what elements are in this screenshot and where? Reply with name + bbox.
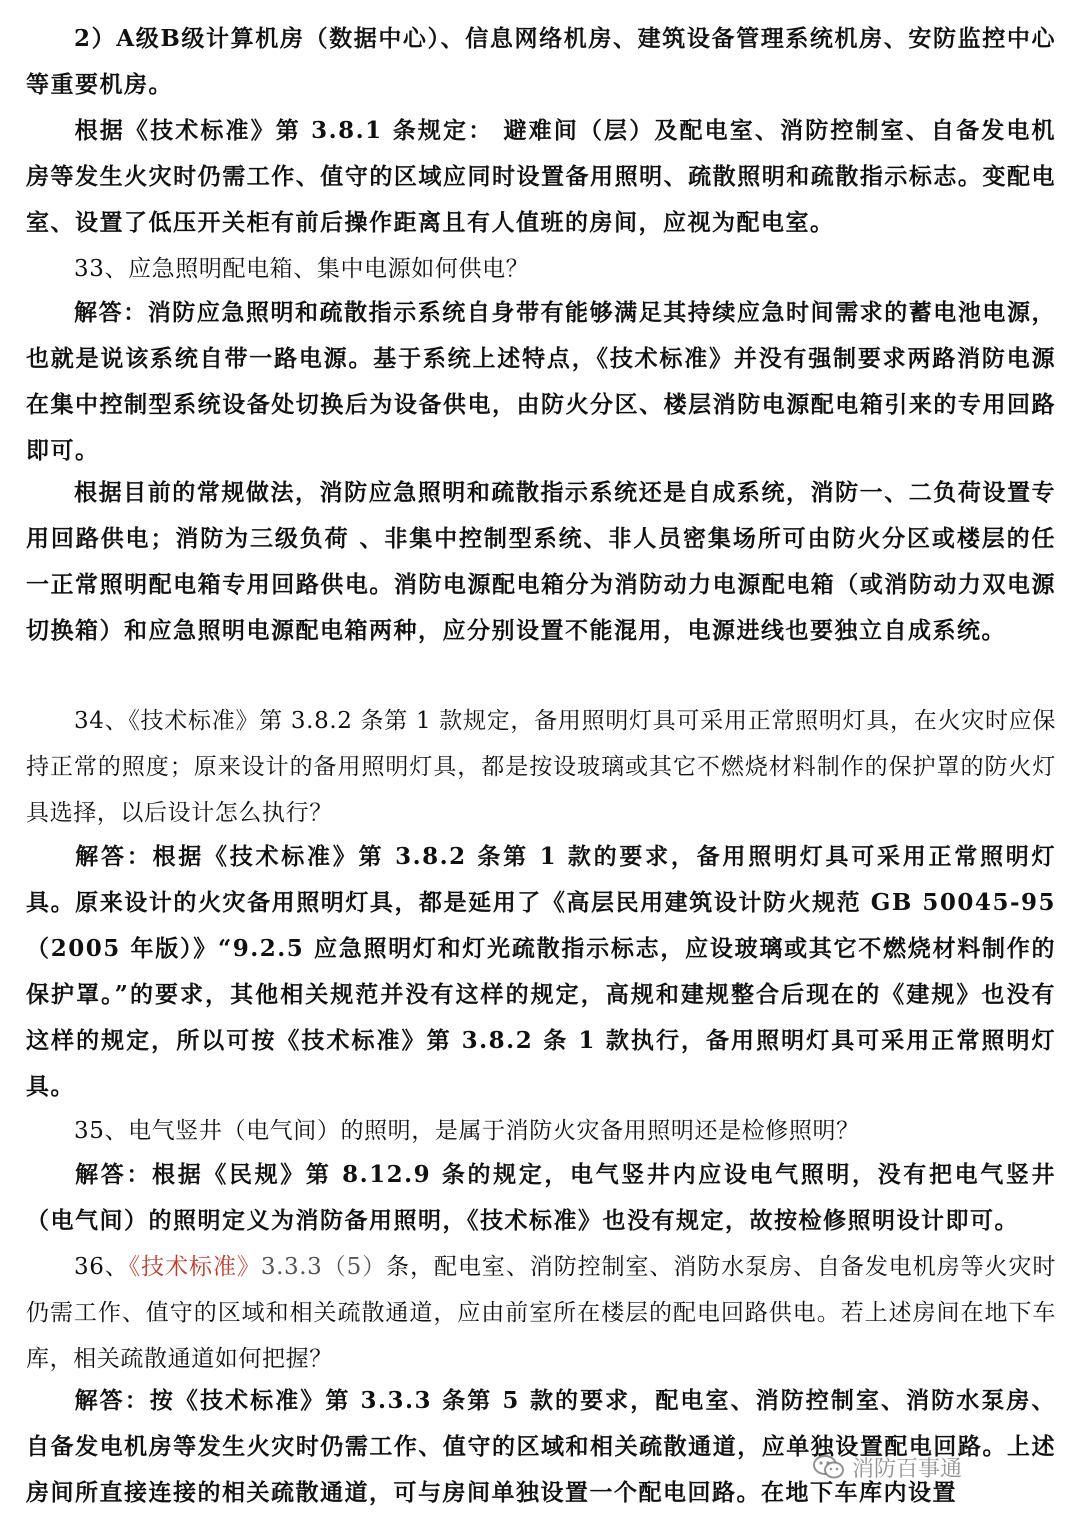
answer-34: 解答：根据《技术标准》第 3.8.2 条第 1 款的要求，备用照明灯具可采用正常照明灯具。原来设计的火灾备用照明灯具，都是延用了《高层民用建筑设计防火规范 GB 50045-95（2005 年版）》“9.2.5 应急照明灯和灯光疏散指示标志，应设玻璃或其它不燃烧材料制作的保护罩。”的要求，其他相关规范并没有这样的规定，高规和建规整合后现在的《建规》也没有这样的规定，所以可按《技术标准》第 3.8.2 条 1 款执行，备用照明灯具可采用正常照明灯具。 xyxy=(26,843,1056,1100)
watermark-text: 消防百事通 xyxy=(852,1456,963,1482)
question-34: 34、《技术标准》第 3.8.2 条第 1 款规定，备用照明灯具可采用正常照明灯具，在火灾时应保持正常的照度；原来设计的备用照明灯具，都是按设玻璃或其它不燃烧材料制作的保护罩的防火灯具选择，以后设计怎么执行？ xyxy=(26,708,1056,826)
question-35: 35、电气竖井（电气间）的照明，是属于消防火灾备用照明还是检修照明？ xyxy=(74,1118,860,1144)
question-36-reference: 《技术标准》 xyxy=(128,1254,261,1280)
paragraph-machine-rooms: 2）A级B级计算机房（数据中心）、信息网络机房、建筑设备管理系统机房、安防监控中心等重要机房。 xyxy=(26,25,1056,98)
answer-36: 解答：按《技术标准》第 3.3.3 条第 5 款的要求，配电室、消防控制室、消防水泵房、自备发电机房等发生火灾时仍需工作、值守的区域和相关疏散通道，应单独设置配电回路。上述房间所直接连接的相关疏散通道，可与房间单独设置一个配电回路。在地下车库内设置 xyxy=(26,1387,1056,1506)
paragraph-rule-3-8-1: 根据《技术标准》第 3.8.1 条规定： 避难间（层）及配电室、消防控制室、自备发电机房等发生火灾时仍需工作、值守的区域应同时设置备用照明、疏散照明和疏散指示标志。变配电室、设置了低压开关柜有前后操作距离且有人值班的房间，应视为配电室。 xyxy=(26,117,1056,236)
question-36-text: 条，配电室、消防控制室、消防水泵房、自备发电机房等火灾时仍需工作、值守的区域和相关疏散通道，应由前室所在楼层的配电回路供电。若上述房间在地下车库，相关疏散通道如何把握？ xyxy=(26,1254,1056,1372)
question-33: 33、应急照明配电箱、集中电源如何供电？ xyxy=(74,256,530,282)
paragraph-common-practice: 根据目前的常规做法，消防应急照明和疏散指示系统还是自成系统，消防一、二负荷设置专用回路供电；消防为三级负荷 、非集中控制型系统、非人员密集场所可由防火分区或楼层的任一正常照明配电箱专用回路供电。消防电源配电箱分为消防动力电源配电箱（或消防动力双电源切换箱）和应急照明电源配电箱两种，应分别设置不能混用，电源进线也要独立自成系统。 xyxy=(26,479,1056,644)
question-36-number: 36、 xyxy=(74,1254,129,1280)
answer-35: 解答：根据《民规》第 8.12.9 条的规定，电气竖井内应设电气照明，没有把电气竖井（电气间）的照明定义为消防备用照明，《技术标准》也没有规定，故按检修照明设计即可。 xyxy=(26,1161,1056,1234)
answer-33: 解答：消防应急照明和疏散指示系统自身带有能够满足其持续应急时间需求的蓄电池电源，也就是说该系统自带一路电源。基于系统上述特点，《技术标准》并没有强制要求两路消防电源在集中控制型系统设备处切换后为设备供电，由防火分区、楼层消防电源配电箱引来的专用回路即可。 xyxy=(26,299,1056,464)
question-36 xyxy=(26,1244,1056,1382)
question-36-code: 3.3.3（5） xyxy=(260,1254,387,1280)
